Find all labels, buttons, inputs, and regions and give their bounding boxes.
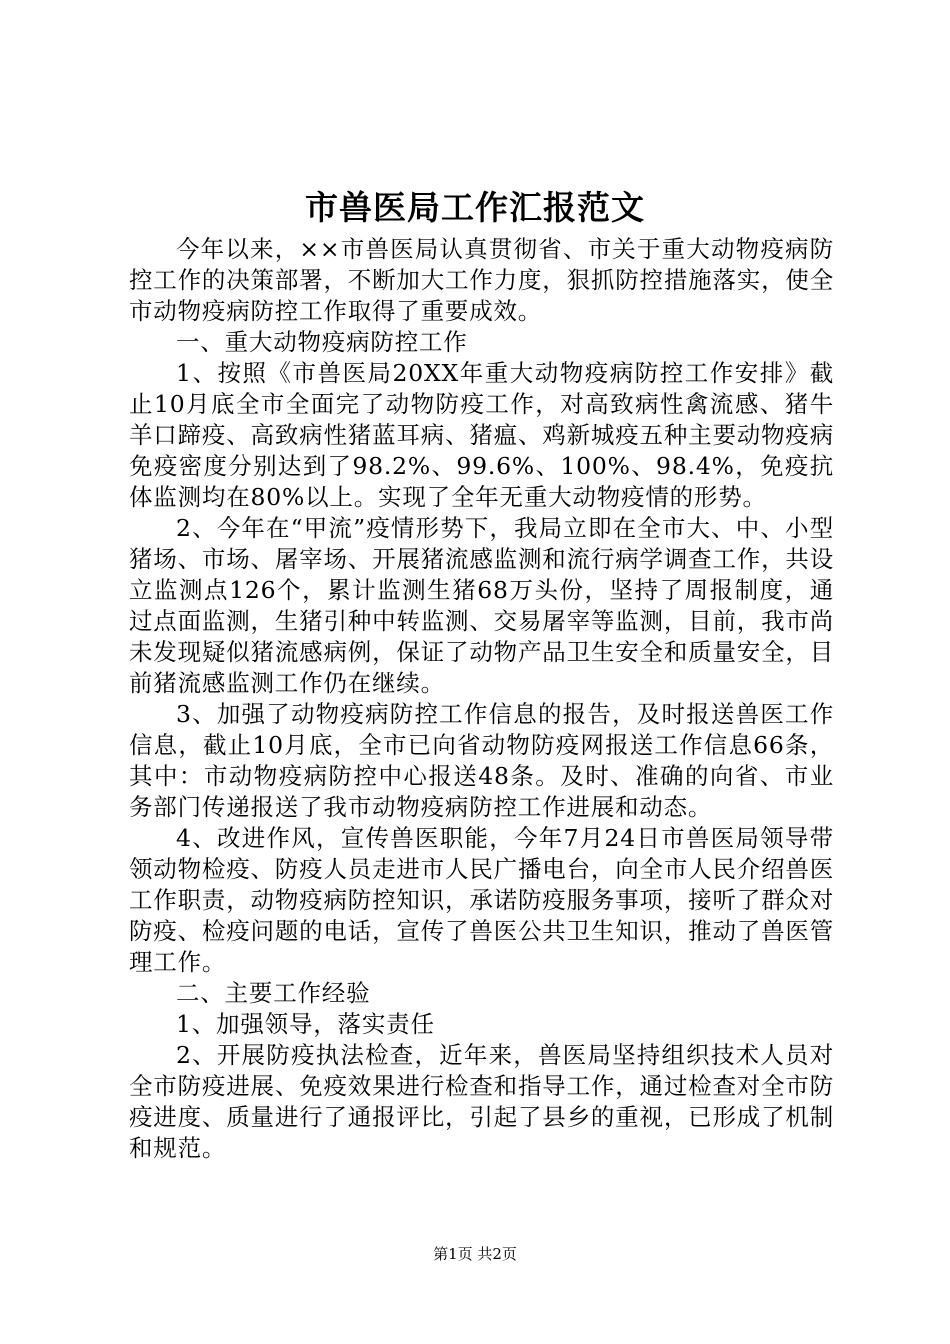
- paragraph-experience-1: 1、加强领导，落实责任: [176, 1010, 435, 1038]
- document-title: 市兽医局工作汇报范文: [305, 188, 645, 227]
- paragraph-intro: 今年以来，××市兽医局认真贯彻省、市关于重大动物疫病防控工作的决策部署，不断加大工作力度，狠抓防控措施落实，使全市动物疫病防控工作取得了重要成效。: [129, 235, 834, 325]
- page-footer: 第1页 共2页: [433, 1245, 517, 1263]
- document-body: [129, 234, 834, 1164]
- paragraph-item-2: 2、今年在“甲流”疫情形势下，我局立即在全市大、中、小型猪场、市场、屠宰场、开展猪流感监测和流行病学调查工作，共设立监测点126个，累计监测生猪68万头份，坚持了周报制度，通过点面监测，生猪引种中转监测、交易屠宰等监测，目前，我市尚未发现疑似猪流感病例，保证了动物产品卫生安全和质量安全，目前猪流感监测工作仍在继续。: [129, 514, 834, 697]
- paragraph-item-1: 1、按照《市兽医局20XX年重大动物疫病防控工作安排》截止10月底全市全面完了动物防疫工作，对高致病性禽流感、猪牛羊口蹄疫、高致病性猪蓝耳病、猪瘟、鸡新城疫五种主要动物疫病免疫密度分别达到了98.2%、99.6%、100%、98.4%，免疫抗体监测均在80%以上。实现了全年无重大动物疫情的形势。: [129, 359, 834, 511]
- section-heading-1: 一、重大动物疫病防控工作: [176, 328, 468, 356]
- paragraph-item-3: 3、加强了动物疫病防控工作信息的报告，及时报送兽医工作信息，截止10月底，全市已向省动物防疫网报送工作信息66条，其中：市动物疫病防控中心报送48条。及时、准确的向省、市业务部门传递报送了我市动物疫病防控工作进展和动态。: [129, 700, 834, 821]
- section-heading-2: 二、主要工作经验: [176, 979, 371, 1007]
- paragraph-item-4: 4、改进作风，宣传兽医职能，今年7月24日市兽医局领导带领动物检疫、防疫人员走进市人民广播电台，向全市人民介绍兽医工作职责，动物疫病防控知识，承诺防疫服务事项，接听了群众对防疫、检疫问题的电话，宣传了兽医公共卫生知识，推动了兽医管理工作。: [129, 824, 834, 976]
- paragraph-experience-2: 2、开展防疫执法检查，近年来，兽医局坚持组织技术人员对全市防疫进展、免疫效果进行检查和指导工作，通过检查对全市防疫进度、质量进行了通报评比，引起了县乡的重视，已形成了机制和规范。: [129, 1041, 834, 1162]
